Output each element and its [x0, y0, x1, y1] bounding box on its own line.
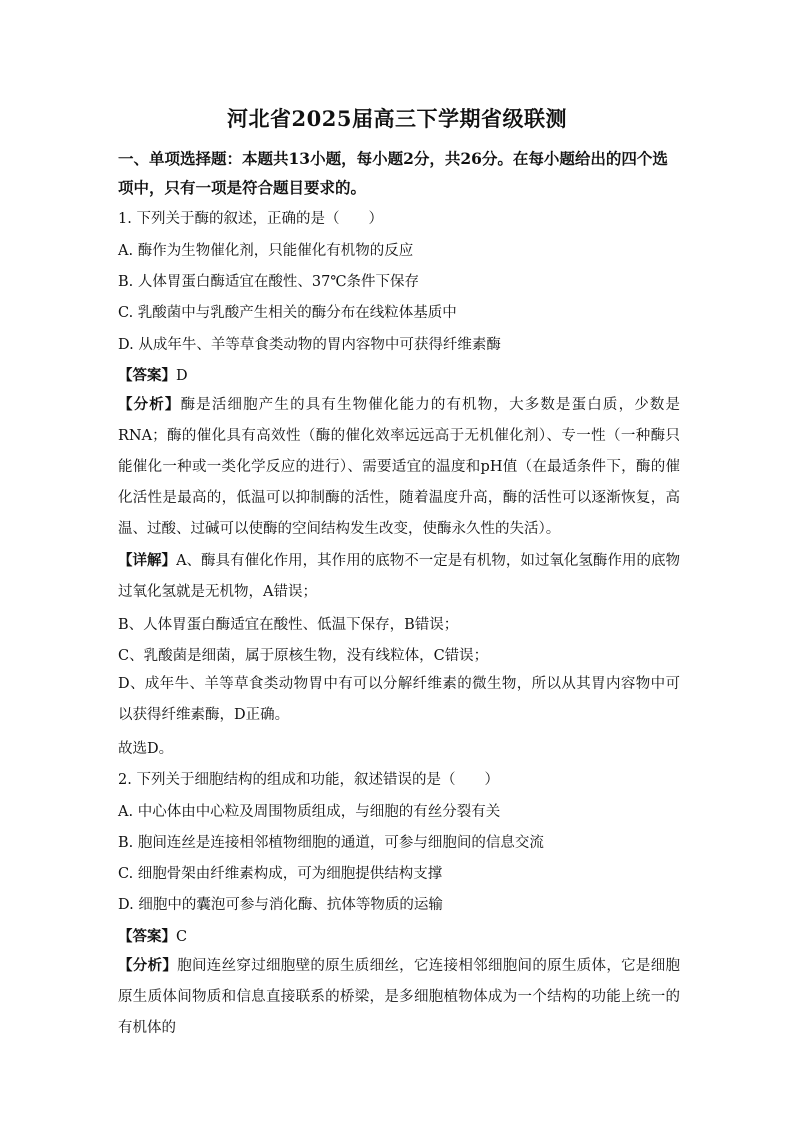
question-1-detail-a	[118, 545, 680, 608]
answer-value: C	[176, 929, 188, 945]
detail-tag: 【详解】	[118, 552, 177, 569]
answer-tag: 【答案】	[118, 367, 176, 384]
question-1-analysis	[118, 389, 680, 545]
question-1-detail-b: B、人体胃蛋白酶适宜在酸性、低温下保存，B错误；	[118, 617, 459, 633]
document-title: 河北省2025届高三下学期省级联测	[227, 106, 567, 131]
analysis-tag: 【分析】	[118, 957, 178, 974]
question-2-stem: 2. 下列关于细胞结构的组成和功能，叙述错误的是（ ）	[118, 772, 499, 788]
question-1-detail-c: C、乳酸菌是细菌，属于原核生物，没有线粒体，C错误；	[118, 648, 489, 664]
question-1-detail-d: D、成年牛、羊等草食类动物胃中有可以分解纤维素的微生物，所以从其胃内容物中可以获得纤维素酶，D正确。	[118, 676, 680, 723]
analysis-text: 酶是活细胞产生的具有生物催化能力的有机物，大多数是蛋白质，少数是RNA；酶的催化具有高效性（酶的催化效率远远高于无机催化剂）、专一性（一种酶只能催化一种或一类化学反应的进行）、需要适宜的温度和pH值（在最适条件下，酶的催化活性是最高的，低温可以抑制酶的活性，随着温度升高，酶的活性可以逐渐恢复，高温、过酸、过碱可以使酶的空间结构发生改变，使酶永久性的失活）。	[118, 397, 681, 537]
section-heading: 一、单项选择题：本题共13小题，每小题2分，共26分。在每小题给出的四个选项中，只有一项是符合题目要求的。	[118, 149, 668, 197]
question-2-option-b: B. 胞间连丝是连接相邻植物细胞的通道，可参与细胞间的信息交流	[118, 835, 544, 851]
question-1-stem: 1. 下列关于酶的叙述，正确的是（ ）	[118, 211, 383, 227]
question-2-option-d: D. 细胞中的囊泡可参与消化酶、抗体等物质的运输	[118, 897, 443, 913]
analysis-tag: 【分析】	[118, 396, 181, 413]
question-1-option-b: B. 人体胃蛋白酶适宜在酸性、37℃条件下保存	[118, 274, 420, 290]
question-1-answer	[118, 364, 678, 385]
question-2-answer	[118, 925, 678, 946]
answer-tag: 【答案】	[118, 928, 176, 945]
question-2-option-c: C. 细胞骨架由纤维素构成，可为细胞提供结构支撑	[118, 866, 443, 882]
question-1-conclusion: 故选D。	[118, 741, 174, 757]
analysis-text: 胞间连丝穿过细胞壁的原生质细丝，它连接相邻细胞间的原生质体，它是细胞原生质体间物质和信息直接联系的桥梁，是多细胞植物体成为一个结构的功能上统一的有机体的	[118, 958, 681, 1036]
question-2-analysis	[118, 950, 680, 1044]
detail-a-text: A、酶具有催化作用，其作用的底物不一定是有机物，如过氧化氢酶作用的底物过氧化氢就是无机物，A错误；	[118, 553, 681, 600]
question-1-option-a: A. 酶作为生物催化剂，只能催化有机物的反应	[118, 243, 414, 259]
question-1-option-c: C. 乳酸菌中与乳酸产生相关的酶分布在线粒体基质中	[118, 305, 457, 321]
answer-value: D	[176, 368, 188, 384]
question-1-option-d: D. 从成年牛、羊等草食类动物的胃内容物中可获得纤维素酶	[118, 337, 501, 353]
question-2-option-a: A. 中心体由中心粒及周围物质组成，与细胞的有丝分裂有关	[118, 804, 501, 820]
